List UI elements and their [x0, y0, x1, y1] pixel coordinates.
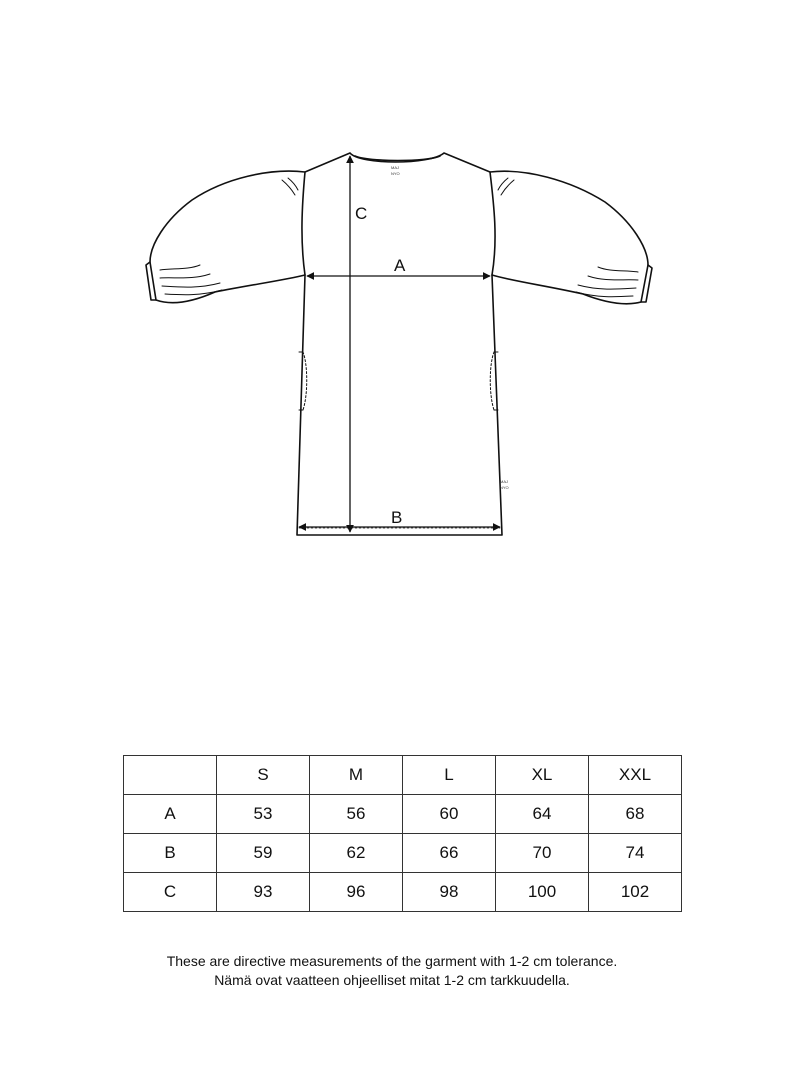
neck-label-line-1: MAJ [391, 165, 399, 170]
neck-label-line-2: NYO [391, 171, 400, 176]
right-sleeve [490, 171, 648, 304]
table-row [124, 834, 682, 873]
row-label-a: A [124, 795, 217, 834]
side-label-line-1: MAJ [500, 479, 508, 484]
size-header-row [124, 756, 682, 795]
dress-body-outline [297, 153, 502, 535]
table-cell: 64 [496, 795, 589, 834]
row-label-b: B [124, 834, 217, 873]
table-cell: 96 [310, 873, 403, 912]
measurement-note [0, 952, 784, 990]
table-row [124, 795, 682, 834]
size-header-xxl: XXL [589, 756, 682, 795]
table-cell: 70 [496, 834, 589, 873]
size-header-s: S [217, 756, 310, 795]
size-chart-table [123, 755, 682, 912]
table-cell: 100 [496, 873, 589, 912]
table-cell: 53 [217, 795, 310, 834]
table-cell: 93 [217, 873, 310, 912]
table-row [124, 873, 682, 912]
table-cell: 60 [403, 795, 496, 834]
table-cell: 102 [589, 873, 682, 912]
table-cell: 74 [589, 834, 682, 873]
table-cell: 98 [403, 873, 496, 912]
table-cell: 56 [310, 795, 403, 834]
note-finnish: Nämä ovat vaatteen ohjeelliset mitat 1-2 cm tarkkuudella. [214, 972, 570, 988]
note-english: These are directive measurements of the garment with 1-2 cm tolerance. [166, 953, 618, 969]
dimension-label-a: A [394, 256, 406, 275]
dimension-label-b: B [391, 508, 403, 527]
right-pocket [490, 352, 494, 410]
table-cell: 68 [589, 795, 682, 834]
size-header-m: M [310, 756, 403, 795]
size-header-l: L [403, 756, 496, 795]
left-pocket [303, 352, 307, 410]
table-cell: 62 [310, 834, 403, 873]
size-header-xl: XL [496, 756, 589, 795]
table-cell: 66 [403, 834, 496, 873]
row-label-c: C [124, 873, 217, 912]
left-sleeve [150, 171, 305, 302]
neckline [355, 156, 440, 161]
side-label-line-2: NYO [500, 485, 509, 490]
table-cell: 59 [217, 834, 310, 873]
dimension-label-c: C [355, 204, 368, 223]
header-corner-cell [124, 756, 217, 795]
